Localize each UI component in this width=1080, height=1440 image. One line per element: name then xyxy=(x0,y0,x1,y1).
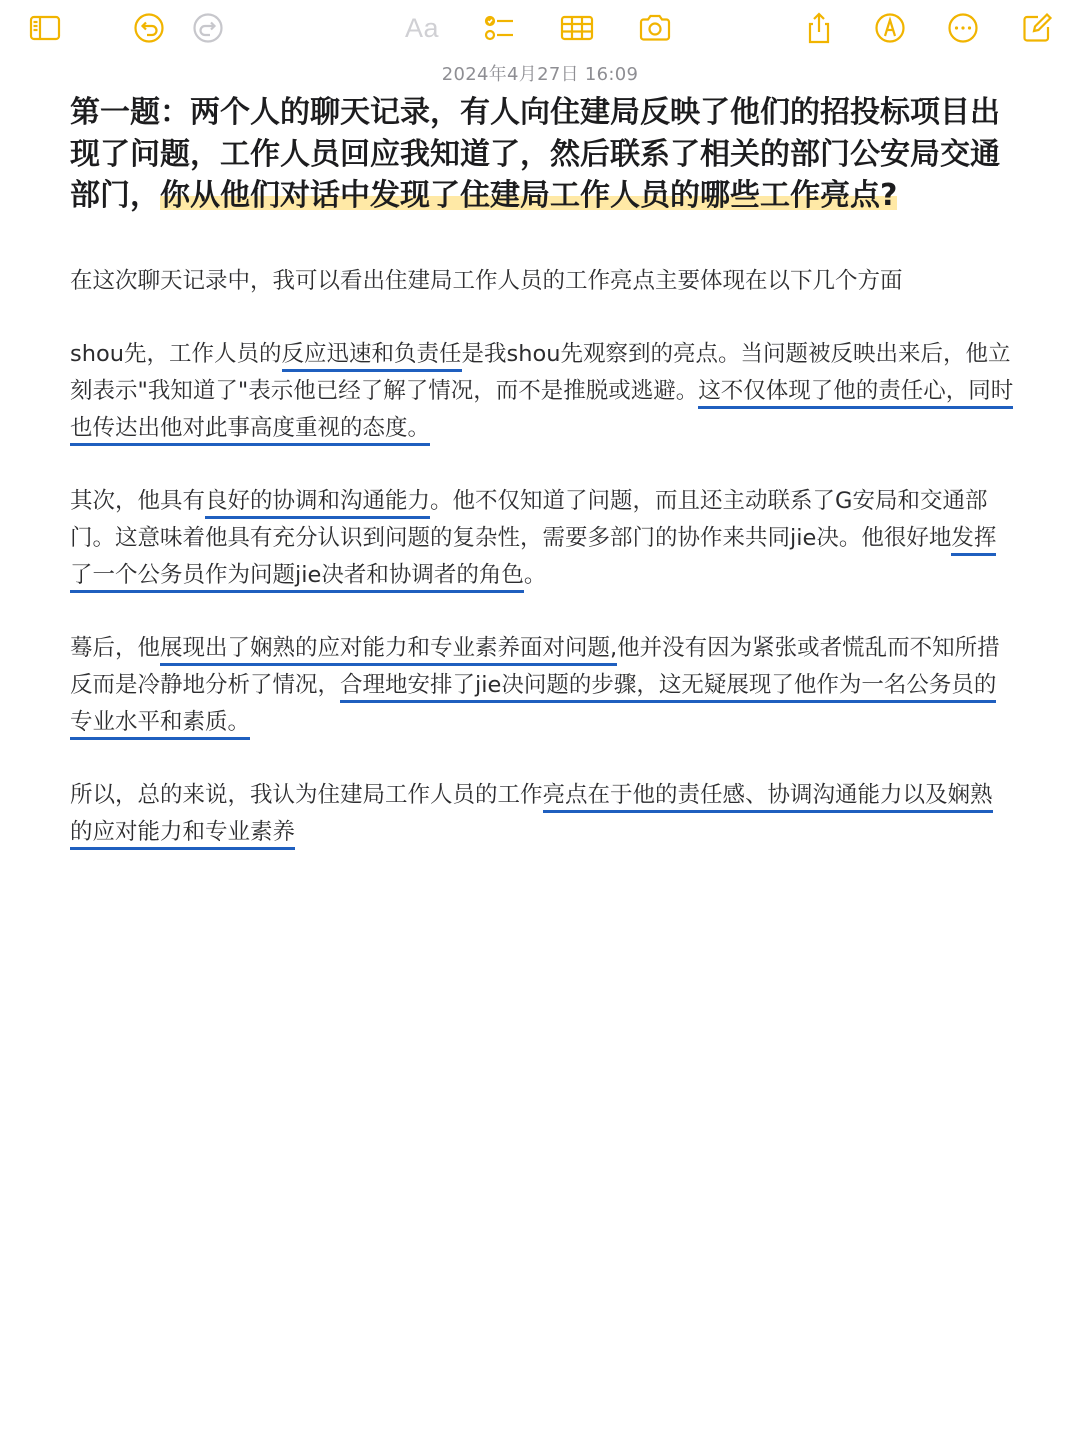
note-date: 2024年4月27日 16:09 xyxy=(441,64,639,85)
text-run: 。他不仅知道了问题，而且还主动联系了G安局和交通部门。这意味着他具有充分认识到问题的复杂性，需要多部门的协作来共同jie决。他很好地 xyxy=(70,487,988,551)
table-icon[interactable] xyxy=(558,10,596,46)
undo-icon[interactable] xyxy=(130,10,168,46)
text-run: 是我shou先观察到的亮点。当问题被反映出来后，他立刻表示"我知道了"表示他已经了解了情况，而不是推脱或逃避。 xyxy=(70,340,1011,404)
underlined-text: 反应迅速和负责任 xyxy=(282,341,462,372)
markup-icon[interactable] xyxy=(871,10,909,46)
underlined-text: 良好的协调和沟通能力 xyxy=(205,488,430,519)
paragraph-conclusion xyxy=(70,777,1015,851)
camera-icon[interactable] xyxy=(636,10,674,46)
title-text: 第一题：两个人的聊天记录，有人向住建局反映了他们的招投标项目出现了问题，工作人员回应我知道了，然后联系了相关的部门公安局交通部门， xyxy=(70,95,1000,213)
paragraph-second xyxy=(70,483,1015,594)
text-run: 。 xyxy=(523,561,547,588)
paragraph-third xyxy=(70,630,1015,741)
note-title xyxy=(70,92,1015,217)
text-run: 其次，他具有 xyxy=(70,487,206,514)
toolbar xyxy=(0,0,1080,56)
text-run: 所以，总的来说，我认为住建局工作人员的工作 xyxy=(70,781,543,808)
text-run: 蓦后，他 xyxy=(70,634,161,661)
text-run: shou先，工作人员的 xyxy=(70,340,282,367)
text-run: 他并没有因为紧张或者慌乱而不知所措反而是冷静地分析了情况， xyxy=(70,634,1000,698)
more-icon[interactable] xyxy=(944,10,982,46)
checklist-icon[interactable] xyxy=(480,10,518,46)
underlined-text: 展现出了娴熟的应对能力和专业素养面对问题, xyxy=(160,635,617,666)
redo-icon[interactable] xyxy=(189,10,227,46)
underlined-text: 这不仅体现了他的责任心，同时也传达出他对此事高度重视的态度。 xyxy=(70,378,1013,446)
underlined-text: 发挥了一个公务员作为问题jie决者和协调者的角色 xyxy=(70,525,996,593)
sidebar-icon[interactable] xyxy=(26,10,64,46)
share-icon[interactable] xyxy=(800,10,838,46)
title-highlight: 你从他们对话中发现了住建局工作人员的哪些工作亮点? xyxy=(160,178,898,213)
format-text-button[interactable] xyxy=(403,10,441,46)
underlined-text: 亮点在于他的责任感、协调沟通能力以及娴熟的应对能力和专业素养 xyxy=(70,782,993,850)
note-body[interactable] xyxy=(70,92,1015,887)
format-label: Aa xyxy=(404,12,440,43)
intro-paragraph: 在这次聊天记录中，我可以看出住建局工作人员的工作亮点主要体现在以下几个方面 xyxy=(70,267,903,294)
paragraph-first xyxy=(70,336,1015,447)
underlined-text: 合理地安排了jie决问题的步骤，这无疑展现了他作为一名公务员的专业水平和素质。 xyxy=(70,672,996,740)
compose-icon[interactable] xyxy=(1018,10,1056,46)
